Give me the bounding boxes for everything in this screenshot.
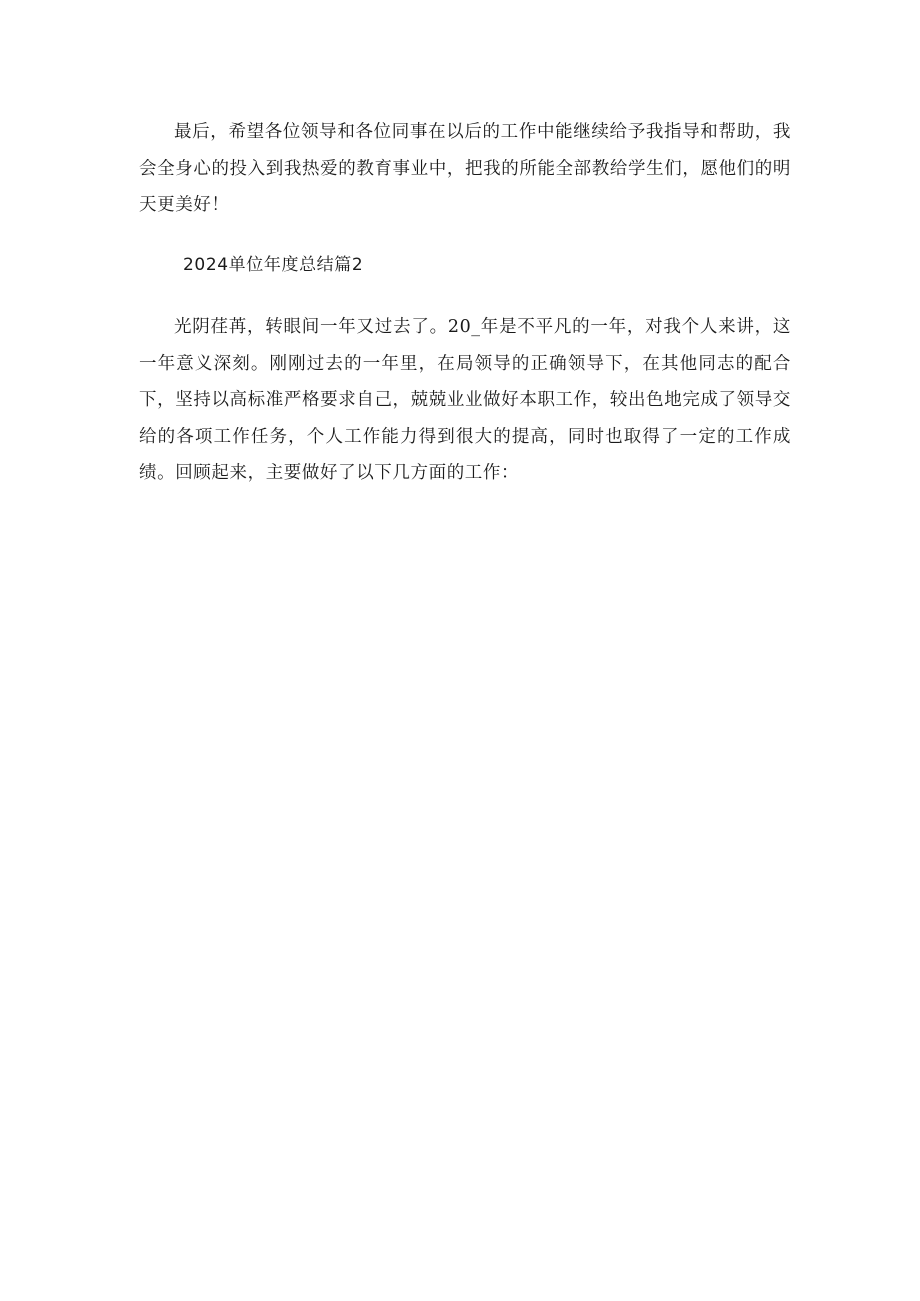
- closing-paragraph: 最后，希望各位领导和各位同事在以后的工作中能继续给予我指导和帮助，我会全身心的投入到我热爱的教育事业中，把我的所能全部教给学生们，愿他们的明天更美好！: [139, 122, 791, 215]
- paragraph-spacer: [139, 283, 791, 309]
- document-body: [139, 114, 791, 492]
- paragraph-spacer: [139, 224, 791, 247]
- section-heading: 2024单位年度总结篇2: [183, 254, 364, 275]
- body-paragraph: 光阴荏苒，转眼间一年又过去了。20_年是不平凡的一年，对我个人来讲，这一年意义深刻。刚刚过去的一年里，在局领导的正确领导下，在其他同志的配合下，坚持以高标准严格要求自己，兢兢业业做好本职工作，较出色地完成了领导交给的各项工作任务，个人工作能力得到很大的提高，同时也取得了一定的工作成绩。回顾起来，主要做好了以下几方面的工作：: [139, 317, 791, 483]
